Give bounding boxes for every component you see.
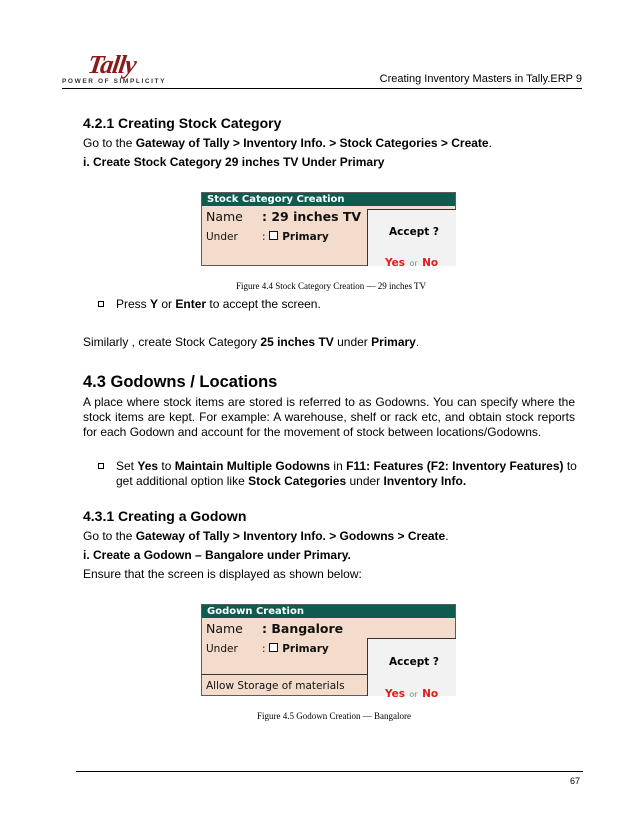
no-button[interactable]: No xyxy=(422,257,439,269)
step-instruction: i. Create Stock Category 29 inches TV Under Primary xyxy=(83,155,385,169)
stock-category-screen xyxy=(201,192,456,269)
allow-storage-field[interactable]: Allow Storage of materials xyxy=(206,680,345,692)
screen-title: Godown Creation xyxy=(202,605,455,618)
nav-instruction: Go to the Gateway of Tally > Inventory Info. > Stock Categories > Create. xyxy=(83,136,492,150)
under-field[interactable]: : Primary xyxy=(262,643,329,655)
tally-logo: Tally xyxy=(86,50,138,79)
accept-panel xyxy=(367,209,456,269)
logo-tagline: POWER OF SIMPLICITY xyxy=(62,78,167,85)
bullet-icon xyxy=(98,301,104,307)
header-rule xyxy=(62,88,582,89)
step-instruction: i. Create a Godown – Bangalore under Primary. xyxy=(83,548,351,562)
section-heading-4-3-1: 4.3.1 Creating a Godown xyxy=(83,508,247,524)
accept-prompt: Accept ? xyxy=(389,226,439,238)
footer-rule xyxy=(76,771,583,772)
nav-instruction: Go to the Gateway of Tally > Inventory Info. > Godowns > Create. xyxy=(83,529,449,543)
godown-creation-screen xyxy=(201,604,456,700)
name-field[interactable]: : Bangalore xyxy=(262,621,344,636)
yes-button[interactable]: Yes xyxy=(385,688,406,700)
name-label: Name xyxy=(206,209,243,224)
checkbox-icon xyxy=(269,231,278,240)
page-number: 67 xyxy=(569,776,580,786)
screen-title: Stock Category Creation xyxy=(202,193,455,206)
bullet-icon xyxy=(98,463,104,469)
accept-prompt: Accept ? xyxy=(389,656,439,668)
running-header-title: Creating Inventory Masters in Tally.ERP 9 xyxy=(379,73,582,85)
yes-button[interactable]: Yes xyxy=(385,257,406,269)
under-label: Under xyxy=(206,231,238,243)
divider xyxy=(202,674,367,675)
figure-caption-4-5: Figure 4.5 Godown Creation — Bangalore xyxy=(257,711,411,721)
yes-no-choice: Yes or No xyxy=(385,257,439,269)
name-label: Name xyxy=(206,621,243,636)
under-label: Under xyxy=(206,643,238,655)
godowns-paragraph: A place where stock items are stored is referred to as Godowns. You can specify where the stock items are kept. For example: A warehouse, shelf or rack etc, and obtain stock reports for each Godown and account for the movement of stock between locations/Godowns. xyxy=(83,395,575,439)
name-field[interactable]: : 29 inches TV xyxy=(262,209,362,224)
accept-panel xyxy=(367,638,456,700)
bullet-press-y: Press Y or Enter to accept the screen. xyxy=(116,297,321,311)
checkbox-icon xyxy=(269,643,278,652)
figure-caption-4-4: Figure 4.4 Stock Category Creation — 29 inches TV xyxy=(236,281,427,291)
under-field[interactable]: : Primary xyxy=(262,231,329,243)
yes-no-choice: Yes or No xyxy=(385,688,439,700)
no-button[interactable]: No xyxy=(422,688,439,700)
bullet-set-godowns: Set Yes to Maintain Multiple Godowns in F11: Features (F2: Inventory Features) to get additional option like Stock Categories under Inventory Info. xyxy=(116,459,577,488)
section-heading-4-3: 4.3 Godowns / Locations xyxy=(83,373,278,391)
similarly-paragraph: Similarly , create Stock Category 25 inches TV under Primary. xyxy=(83,335,420,349)
section-heading-4-2-1: 4.2.1 Creating Stock Category xyxy=(83,115,282,131)
ensure-text: Ensure that the screen is displayed as shown below: xyxy=(83,567,362,581)
